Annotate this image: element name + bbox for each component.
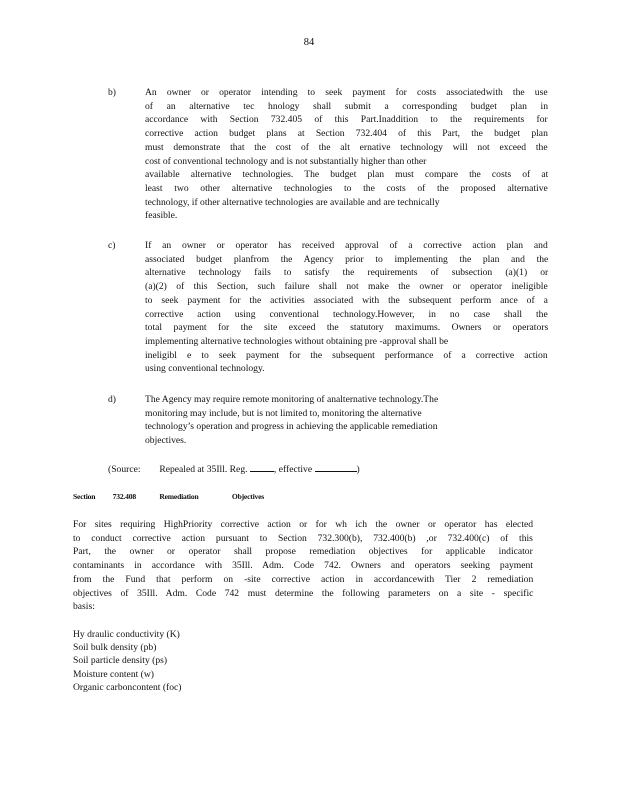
- text-line: cost of conventional technology and is not substantially higher than other: [145, 155, 427, 167]
- text-line: monitoring may include, but is not limited to, monitoring the alternative: [145, 407, 422, 419]
- subsection-text: [145, 393, 548, 448]
- text-line: to conduct corrective action pursuant to Section 732.300(b), 732.400(b) ,or 732.400(c) of this: [73, 532, 533, 544]
- text-line: implementing alternative technologies without obtaining pre -approval shall be: [145, 335, 449, 347]
- subsection-label: c): [108, 240, 116, 251]
- subsection-c: [108, 239, 548, 376]
- text-line: corrective action using conventional technology.However, in no case shall the: [145, 308, 548, 320]
- section-heading: [73, 492, 264, 501]
- text-line: For sites requiring HighPriority corrective action or for wh ich the owner or operator has elected: [73, 519, 534, 530]
- parameter-item: Organic carboncontent (foc): [73, 681, 182, 693]
- text-line: The Agency may require remote monitoring of analternative technology.The: [145, 394, 439, 405]
- text-line: total payment for the site exceed the statutory maximums. Owners or operators: [145, 322, 549, 334]
- source-effective: , effective: [273, 464, 313, 475]
- text-line: (a)(2) of this Section, such failure shall not make the owner or operator ineligible: [145, 281, 548, 293]
- source-prefix: (Source:: [108, 464, 141, 475]
- parameter-item: Soil particle density (ps): [73, 655, 168, 667]
- text-line: available alternative technologies. The budget plan must compare the costs of at: [145, 169, 549, 181]
- text-line: must demonstrate that the cost of the alt ernative technology will not exceed the: [145, 141, 548, 153]
- text-line: basis:: [73, 601, 95, 613]
- text-line: from the Fund that perform on -site corrective action in accordancewith Tier 2 remediation: [73, 573, 534, 585]
- text-line: to seek payment for the activities associated with the subsequent perform ance of a: [145, 294, 548, 306]
- text-line: contaminants in accordance with 35Ill. Adm. Code 742. Owners and operators seeking payment: [73, 560, 533, 572]
- text-line: objectives of 35Ill. Adm. Code 742 must determine the following parameters on a site - specific: [73, 587, 534, 599]
- text-line: accordance with Section 732.405 of this Part.Inaddition to the requirements for: [145, 114, 548, 126]
- text-line: An owner or operator intending to seek payment for costs associatedwith the use: [145, 87, 548, 98]
- subsection-label: b): [108, 87, 116, 98]
- blank-line: [315, 462, 357, 472]
- page-number: 84: [303, 37, 315, 48]
- section-word: Section: [73, 492, 96, 501]
- parameter-item: Soil bulk density (pb): [73, 642, 157, 654]
- source-close: ): [356, 464, 360, 475]
- text-line: feasible.: [145, 210, 178, 222]
- text-line: technology, if other alternative technologies are available and are technically: [145, 196, 440, 208]
- blank-line: [250, 462, 274, 472]
- source-repealed: Repealed at 35Ill. Reg.: [159, 464, 248, 475]
- text-line: associated budget planfrom the Agency prior to implementing the plan and the: [145, 253, 549, 265]
- subsection-d: [108, 393, 548, 448]
- subsection-label: d): [108, 394, 116, 405]
- text-line: technology’s operation and progress in achieving the applicable remediation: [145, 421, 438, 433]
- text-line: Part, the owner or operator shall propose remediation objectives for applicable indicator: [73, 546, 533, 558]
- text-line: using conventional technology.: [145, 363, 265, 375]
- section-title-2: Objectives: [231, 492, 265, 501]
- section-number: 732.408: [112, 492, 136, 501]
- text-line: least two other alternative technologies to the costs of the proposed alternative: [145, 182, 548, 194]
- subsection-text: [145, 239, 548, 376]
- text-line: corrective action budget plans at Section 732.404 of this Part, the budget plan: [145, 128, 548, 140]
- subsection-b: [108, 86, 548, 223]
- text-line: of an alternative tec hnology shall submit a corresponding budget plan in: [145, 100, 548, 112]
- text-line: ineligibl e to seek payment for the subsequent performance of a corrective action: [145, 349, 548, 361]
- section-title-1: Remediation: [159, 492, 199, 501]
- text-line: objectives.: [145, 435, 187, 447]
- parameter-item: Moisture content (w): [73, 668, 154, 680]
- parameter-item: Hy draulic conductivity (K): [73, 629, 180, 640]
- section-paragraph: [73, 518, 533, 614]
- text-line: alternative technology fails to satisfy the requirements of subsection (a)(1) or: [145, 267, 549, 279]
- parameter-list: [73, 628, 182, 694]
- text-line: If an owner or operator has received approval of a corrective action plan and: [145, 240, 548, 251]
- source-note: [108, 462, 360, 475]
- subsection-text: [145, 86, 548, 223]
